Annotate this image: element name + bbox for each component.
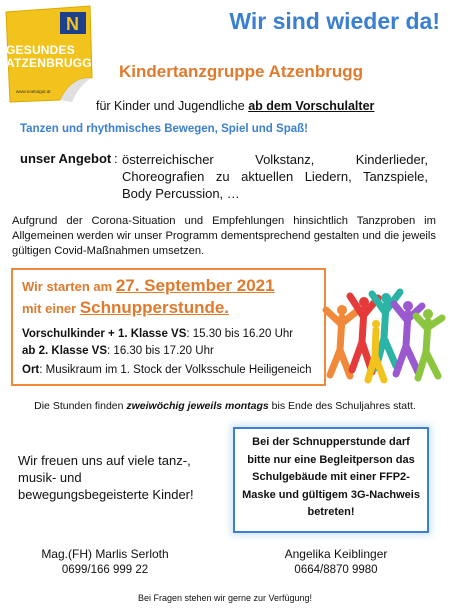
logo-text bbox=[6, 43, 92, 70]
dancers-illustration bbox=[322, 280, 448, 390]
logo-line1: GESUNDES bbox=[6, 43, 75, 57]
footer: Bei Fragen stehen wir gerne zur Verfügung! bbox=[137, 593, 313, 603]
logo-line2: ATZENBRUGG bbox=[6, 56, 92, 70]
schedule-note-prefix: Die Stunden finden bbox=[34, 400, 127, 412]
audience-prefix: für Kinder und Jugendliche bbox=[96, 99, 249, 113]
schedule-row-2 bbox=[22, 345, 214, 357]
offer-label: unser Angebot bbox=[20, 151, 112, 166]
schedule-row-1 bbox=[22, 328, 293, 340]
offer-colon: : bbox=[114, 151, 118, 166]
audience-emphasis: ab dem Vorschulalter bbox=[248, 99, 375, 113]
logo-url: www.noetutgut.at bbox=[16, 89, 51, 94]
start-prefix: Wir starten am bbox=[22, 279, 116, 294]
schedule-row-2-value: : 16.30 bis 17.20 Uhr bbox=[107, 345, 214, 357]
schedule-row-1-value: : 15.30 bis 16.20 Uhr bbox=[186, 328, 294, 340]
schedule-row-3 bbox=[22, 364, 312, 376]
schedule-row-1-label: Vorschulkinder + 1. Klasse VS bbox=[22, 328, 187, 340]
covid-note: Bei der Schnupperstunde darf bitte nur eine Begleitperson das Schulgebäude mit einer FFP2-Maske und gültigem 3G-Nachweis betreten! bbox=[242, 436, 420, 518]
subtitle: Kindertanzgruppe Atzenbrugg bbox=[119, 62, 363, 81]
svg-text:N: N bbox=[66, 14, 79, 34]
schedule-note-suffix: bis Ende des Schuljahres statt. bbox=[268, 400, 416, 412]
start-line2 bbox=[22, 298, 229, 318]
motto: Tanzen und rhythmisches Bewegen, Spiel und Spaß! bbox=[20, 123, 308, 135]
corona-notice: Aufgrund der Corona-Situation und Empfehlungen hinsichtlich Tanzproben im Allgemeinen werden wir unser Programm dementsprechend gestalten und die jeweils gültigen Covid-Maßnahmen umsetzen. bbox=[12, 215, 436, 257]
start-line1 bbox=[22, 276, 275, 296]
schedule-row-2-label: ab 2. Klasse VS bbox=[22, 345, 108, 357]
contact-1 bbox=[22, 547, 188, 576]
contact-1-phone: 0699/166 999 22 bbox=[61, 564, 149, 576]
welcome-text: Wir freuen uns auf viele tanz-, musik- und bewegungsbegeisterte Kinder! bbox=[18, 453, 194, 502]
contact-2-name: Angelika Keiblinger bbox=[284, 547, 388, 561]
audience-line bbox=[96, 99, 374, 113]
schedule-note-emphasis: zweiwöchig jeweils montags bbox=[126, 400, 269, 412]
start-event: Schnupperstunde. bbox=[79, 298, 230, 317]
schedule-row-3-value: : Musikraum im 1. Stock der Volksschule Heiligeneich bbox=[39, 364, 312, 376]
schedule-note bbox=[10, 400, 440, 412]
headline: Wir sind wieder da! bbox=[229, 8, 440, 34]
contact-2 bbox=[248, 547, 424, 576]
start-date: 27. September 2021 bbox=[115, 276, 275, 295]
contact-1-name: Mag.(FH) Marlis Serloth bbox=[41, 547, 169, 561]
start-line2-prefix: mit einer bbox=[22, 301, 80, 316]
schedule-row-3-label: Ort bbox=[22, 364, 40, 376]
offer-text: österreichischer Volkstanz, Kinderlieder, Choreografien zu aktuellen Liedern, Tanzspiele, Body Percussion, … bbox=[122, 152, 428, 201]
contact-2-phone: 0664/8870 9980 bbox=[294, 564, 378, 576]
